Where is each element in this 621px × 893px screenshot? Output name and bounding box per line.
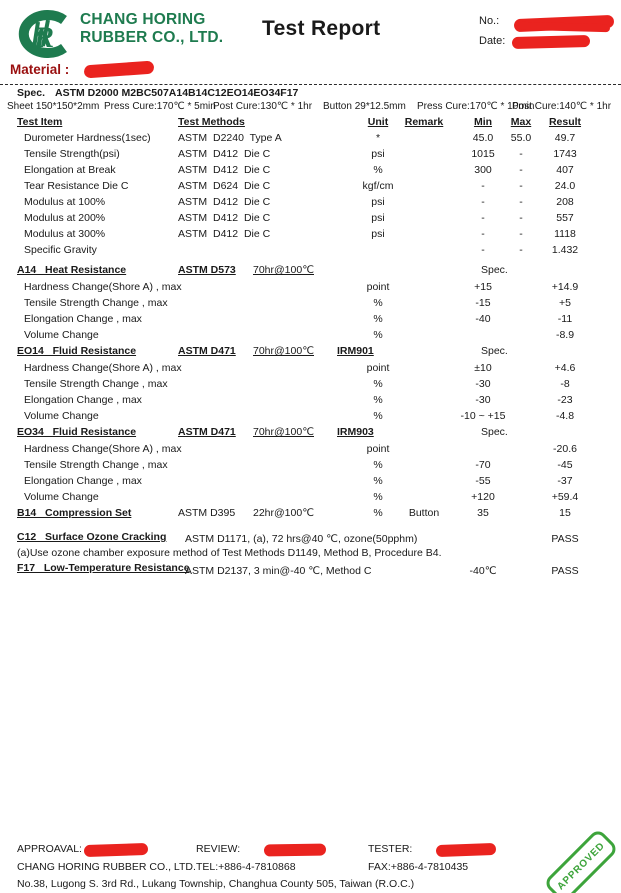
section-eo14-header: [0, 345, 621, 361]
cell-item: Specific Gravity: [24, 244, 97, 256]
cell-result: 15: [559, 507, 571, 519]
cell-unit: %: [373, 459, 383, 471]
approval-label: APPROAVAL:: [17, 843, 82, 855]
cell-unit: %: [373, 297, 383, 309]
cell-spec: +15: [474, 281, 492, 293]
cell-item: Tensile Strength Change , max: [24, 459, 168, 471]
table-row: [0, 212, 621, 228]
cell-method: ASTM D412 Die C: [178, 212, 271, 224]
cell-remark: Button: [408, 507, 440, 519]
cell-unit: %: [373, 378, 383, 390]
table-row: [0, 281, 621, 297]
cell-item: Tensile Strength Change , max: [24, 297, 168, 309]
col-min: Min: [473, 116, 493, 128]
footer-fax: FAX:+886-4-7810435: [368, 861, 469, 873]
cell-spec: -10 ~ +15: [460, 410, 506, 422]
condition-button-post-cure: Post Cure:140℃ * 1hr: [512, 101, 612, 112]
section-condition: 70hr@100℃: [253, 345, 314, 357]
cell-unit: %: [373, 491, 383, 503]
section-a14-header: [0, 264, 621, 280]
condition-button: Button 29*12.5mm: [323, 101, 406, 112]
cell-item: Volume Change: [24, 329, 99, 341]
cell-item: Elongation at Break: [24, 164, 116, 176]
cell-unit: %: [373, 394, 383, 406]
approved-stamp: [540, 838, 618, 890]
cell-min: -: [481, 212, 485, 224]
table-row: [0, 228, 621, 244]
cell-item: Elongation Change , max: [24, 475, 142, 487]
approval-redaction-mark: [84, 843, 148, 857]
cell-min: -: [481, 244, 485, 256]
cell-result: 208: [556, 196, 574, 208]
section-spec-label: Spec.: [481, 264, 508, 276]
section-spec-label: Spec.: [481, 345, 508, 357]
table-row: [0, 329, 621, 345]
cell-item: Tensile Strength Change , max: [24, 378, 168, 390]
cell-item: Modulus at 100%: [24, 196, 106, 208]
cell-method: ASTM D2240 Type A: [178, 132, 282, 144]
table-row: [0, 410, 621, 426]
table-row: [0, 196, 621, 212]
cell-unit: %: [373, 475, 383, 487]
cell-spec: 35: [477, 507, 489, 519]
cell-spec: -30: [475, 378, 491, 390]
footer-company: CHANG HORING RUBBER CO., LTD.: [17, 861, 196, 873]
table-row: [0, 459, 621, 475]
cell-unit: psi: [371, 196, 385, 208]
cell-method: ASTM D412 Die C: [178, 164, 271, 176]
company-logo-chr-icon: [12, 8, 76, 58]
cell-result: PASS: [551, 565, 579, 577]
cell-item: Modulus at 300%: [24, 228, 106, 240]
cell-unit: *: [375, 132, 381, 144]
cell-result: -8.9: [555, 329, 575, 341]
section-title: EO14 Fluid Resistance: [17, 345, 137, 357]
cell-unit: psi: [371, 228, 385, 240]
cell-max: 55.0: [510, 132, 532, 144]
date-redaction-mark: [512, 35, 590, 49]
section-method: ASTM D471: [178, 345, 236, 357]
table-header-row: [0, 116, 621, 132]
cell-item: Elongation Change , max: [24, 394, 142, 406]
col-result: Result: [548, 116, 582, 128]
table-row: [0, 297, 621, 313]
section-title: EO34 Fluid Resistance: [17, 426, 137, 438]
condition-button-press-cure: Press Cure:170℃ * 10min: [417, 101, 535, 112]
cell-min: 45.0: [472, 132, 494, 144]
cell-max: -: [519, 148, 523, 160]
section-f17-row: [0, 562, 621, 578]
report-title: Test Report: [262, 17, 381, 40]
cell-result: +59.4: [551, 491, 579, 503]
cell-unit: point: [366, 362, 390, 374]
cell-max: -: [519, 196, 523, 208]
cell-result: 557: [556, 212, 574, 224]
table-row: [0, 132, 621, 148]
cell-item: Elongation Change , max: [24, 313, 142, 325]
cell-min: -: [481, 196, 485, 208]
tester-redaction-mark: [436, 843, 496, 857]
cell-unit: %: [373, 410, 383, 422]
cell-result: 24.0: [554, 180, 576, 192]
material-redaction-mark: [84, 61, 155, 79]
cell-min: -: [481, 228, 485, 240]
cell-item: Modulus at 200%: [24, 212, 106, 224]
table-row: [0, 164, 621, 180]
spec-value: ASTM D2000 M2BC507A14B14C12EO14EO34F17: [55, 87, 299, 99]
cell-spec: -55: [475, 475, 491, 487]
section-title: F17 Low-Temperature Resistance: [17, 562, 190, 574]
material-label: Material :: [10, 62, 70, 77]
review-redaction-mark: [264, 843, 326, 856]
section-fluid: IRM903: [337, 426, 374, 438]
table-row: [0, 443, 621, 459]
section-condition: 22hr@100℃: [253, 507, 314, 519]
cell-unit: %: [373, 329, 383, 341]
cell-method: ASTM D624 Die C: [178, 180, 271, 192]
cell-item: Tensile Strength(psi): [24, 148, 120, 160]
table-row: [0, 180, 621, 196]
section-title: B14 Compression Set: [17, 507, 132, 519]
company-name-line2: RUBBER CO., LTD.: [80, 29, 224, 46]
cell-min: -: [481, 180, 485, 192]
cell-max: -: [519, 212, 523, 224]
cell-spec: -30: [475, 394, 491, 406]
section-method: ASTM D471: [178, 426, 236, 438]
cell-spec: -40℃: [469, 565, 497, 577]
condition-sheet: Sheet 150*150*2mm: [7, 101, 100, 112]
cell-unit: %: [373, 507, 383, 519]
cell-spec: -15: [475, 297, 491, 309]
section-condition: 70hr@100℃: [253, 264, 314, 276]
approved-stamp-text: APPROVED: [543, 828, 619, 893]
section-b14-row: [0, 507, 621, 523]
cell-min: 1015: [471, 148, 495, 160]
cell-item: Hardness Change(Shore A) , max: [24, 443, 182, 455]
section-title: C12 Surface Ozone Cracking: [17, 531, 167, 543]
cell-result: 1118: [554, 228, 576, 240]
cell-spec: -40: [475, 313, 491, 325]
col-test-methods: Test Methods: [178, 116, 245, 128]
cell-result: 1.432: [551, 244, 579, 256]
cell-method: ASTM D412 Die C: [178, 196, 271, 208]
svg-text:R: R: [34, 21, 55, 54]
cell-unit: kgf/cm: [362, 180, 394, 192]
cell-unit: %: [373, 164, 383, 176]
cell-result: 1743: [553, 148, 577, 160]
section-c12-row: [0, 531, 621, 547]
table-row: [0, 378, 621, 394]
cell-item: Tear Resistance Die C: [24, 180, 129, 192]
table-row: [0, 244, 621, 260]
section-fluid: IRM901: [337, 345, 374, 357]
cell-result: -20.6: [553, 443, 577, 455]
cell-unit: point: [366, 443, 390, 455]
cell-result: +5: [559, 297, 571, 309]
cell-max: -: [519, 228, 523, 240]
company-name-line1: CHANG HORING: [80, 11, 206, 28]
table-row: [0, 475, 621, 491]
company-name: [80, 11, 223, 47]
table-row: [0, 394, 621, 410]
section-eo34-header: [0, 426, 621, 442]
table-row: [0, 148, 621, 164]
cell-item: Volume Change: [24, 410, 99, 422]
cell-result: 49.7: [554, 132, 576, 144]
cell-result: +4.6: [554, 362, 576, 374]
cell-unit: %: [373, 313, 383, 325]
footer-address: No.38, Lugong S. 3rd Rd., Lukang Township, Changhua County 505, Taiwan (R.O.C.): [17, 878, 415, 890]
cell-spec: -70: [475, 459, 491, 471]
cell-item: Hardness Change(Shore A) , max: [24, 362, 182, 374]
section-method: ASTM D2137, 3 min@-40 ℃, Method C: [185, 565, 372, 577]
cell-unit: psi: [371, 148, 385, 160]
divider-dashed-line: [0, 84, 621, 85]
section-method: ASTM D1171, (a), 72 hrs@40 ℃, ozone(50pphm): [185, 533, 418, 545]
date-label: Date:: [479, 35, 506, 47]
cell-spec: ±10: [474, 362, 492, 374]
spec-label: Spec.: [17, 87, 46, 99]
cell-result: +14.9: [551, 281, 579, 293]
table-row: [0, 491, 621, 507]
cell-spec: +120: [471, 491, 495, 503]
col-test-item: Test Item: [17, 116, 63, 128]
cell-result: -45: [557, 459, 573, 471]
cell-min: 300: [474, 164, 492, 176]
cell-item: Durometer Hardness(1sec): [24, 132, 151, 144]
cell-unit: point: [366, 281, 390, 293]
section-method: ASTM D395: [178, 507, 236, 519]
cell-result: -8: [560, 378, 570, 390]
section-method: ASTM D573: [178, 264, 236, 276]
cell-result: -37: [557, 475, 573, 487]
condition-sheet-post-cure: Post Cure:130℃ * 1hr: [213, 101, 313, 112]
table-row: [0, 362, 621, 378]
section-spec-label: Spec.: [481, 426, 508, 438]
col-remark: Remark: [404, 116, 444, 128]
cell-unit: psi: [371, 212, 385, 224]
cell-max: -: [519, 164, 523, 176]
c12-footnote: (a)Use ozone chamber exposure method of Test Methods D1149, Method B, Procedure B4.: [17, 547, 442, 559]
cell-result: -11: [557, 313, 573, 325]
condition-sheet-press-cure: Press Cure:170℃ * 5min: [104, 101, 216, 112]
table-row: [0, 313, 621, 329]
cell-result: -4.8: [555, 410, 575, 422]
cell-item: Hardness Change(Shore A) , max: [24, 281, 182, 293]
section-title: A14 Heat Resistance: [17, 264, 127, 276]
cell-result: -23: [557, 394, 573, 406]
cell-max: -: [519, 180, 523, 192]
col-unit: Unit: [367, 116, 389, 128]
cell-result: PASS: [551, 533, 579, 545]
cell-result: 407: [556, 164, 574, 176]
cell-method: ASTM D412 Die C: [178, 148, 271, 160]
tester-label: TESTER:: [368, 843, 413, 855]
cell-max: -: [519, 244, 523, 256]
cell-method: ASTM D412 Die C: [178, 228, 271, 240]
col-max: Max: [510, 116, 532, 128]
no-label: No.:: [479, 15, 500, 27]
cell-item: Volume Change: [24, 491, 99, 503]
section-condition: 70hr@100℃: [253, 426, 314, 438]
review-label: REVIEW:: [196, 843, 241, 855]
footer-tel: TEL:+886-4-7810868: [196, 861, 296, 873]
